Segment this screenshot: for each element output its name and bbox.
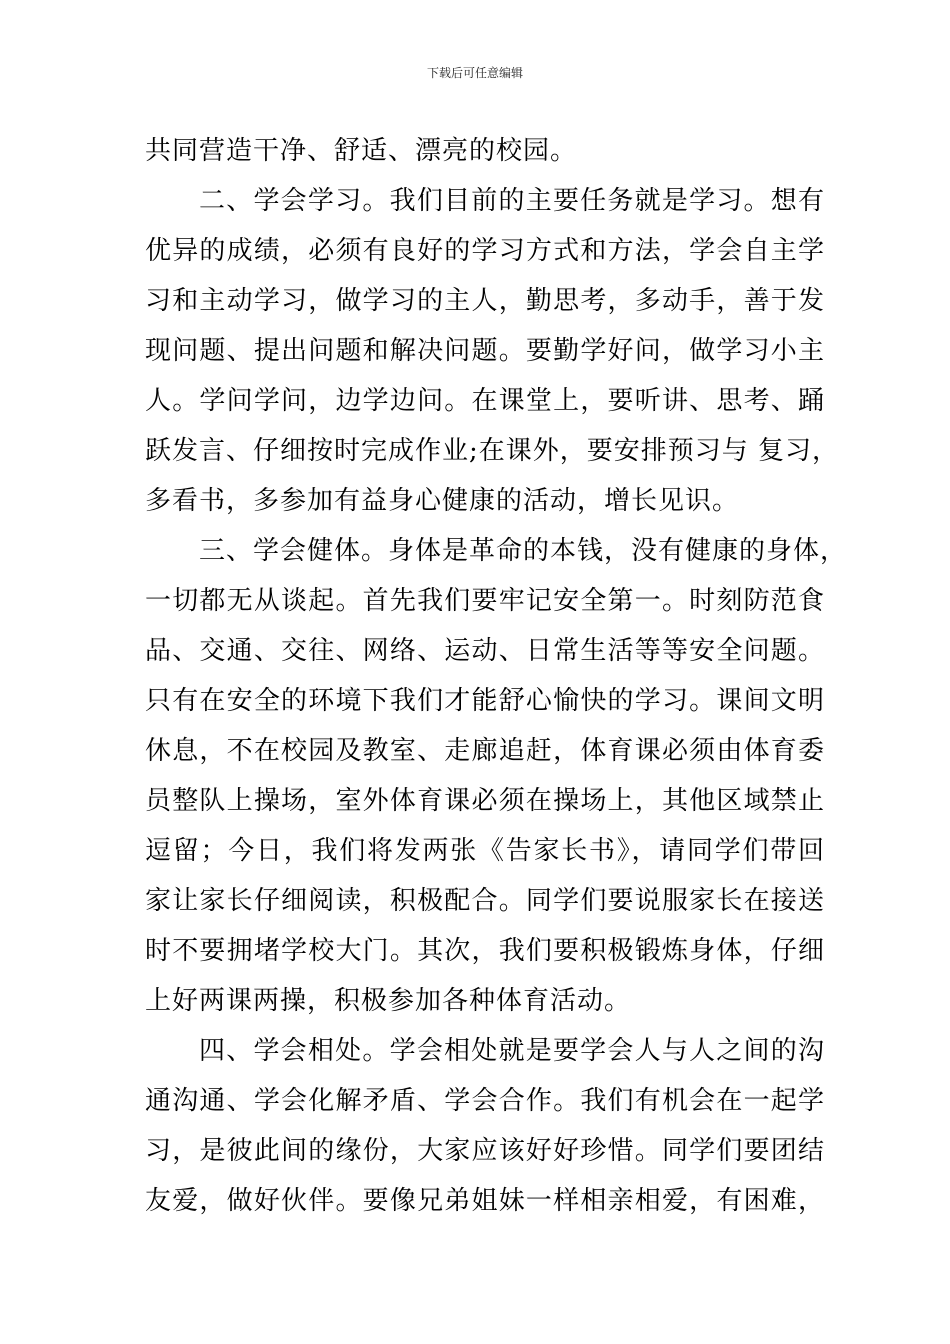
text-line: 休息，不在校园及教室、走廊追赶，体育课必须由体育委 <box>145 736 825 766</box>
text-line: 多看书，多参加有益身心健康的活动，增长见识。 <box>145 486 740 516</box>
paragraph-start-line: 三、学会健体。身体是革命的本钱，没有健康的身体， <box>199 536 848 566</box>
page-header: 下载后可任意编辑 <box>426 66 523 80</box>
text-line: 只有在安全的环境下我们才能舒心愉快的学习。课间文明 <box>145 686 825 716</box>
text-line: 家让家长仔细阅读，积极配合。同学们要说服家长在接送 <box>145 886 825 916</box>
text-line: 人。学问学问，边学边问。在课堂上，要听讲、思考、踊 <box>145 386 825 416</box>
text-line: 习，是彼此间的缘份，大家应该好好珍惜。同学们要团结 <box>145 1136 825 1166</box>
text-line: 逗留；今日，我们将发两张《告家长书》，请同学们带回 <box>145 836 825 866</box>
text-line: 员整队上操场，室外体育课必须在操场上，其他区域禁止 <box>145 786 825 816</box>
text-line: 时不要拥堵学校大门。其次，我们要积极锻炼身体，仔细 <box>145 936 825 966</box>
document-body <box>145 126 848 1226</box>
text-line: 习和主动学习，做学习的主人，勤思考，多动手，善于发 <box>145 286 825 316</box>
paragraph-start-line: 二、学会学习。我们目前的主要任务就是学习。想有 <box>199 186 825 216</box>
text-line: 友爱，做好伙伴。要像兄弟姐妹一样相亲相爱，有困难， <box>145 1186 825 1216</box>
text-line: 跃发言、仔细按时完成作业;在课外，要安排预习与 复习， <box>145 436 840 466</box>
text-line: 通沟通、学会化解矛盾、学会合作。我们有机会在一起学 <box>145 1086 825 1116</box>
text-line: 品、交通、交往、网络、运动、日常生活等等安全问题。 <box>145 636 825 666</box>
text-line: 优异的成绩，必须有良好的学习方式和方法，学会自主学 <box>145 236 825 266</box>
text-line: 共同营造干净、舒适、漂亮的校园。 <box>145 136 578 166</box>
paragraph-start-line: 四、学会相处。学会相处就是要学会人与人之间的沟 <box>199 1036 825 1066</box>
text-line: 一切都无从谈起。首先我们要牢记安全第一。时刻防范食 <box>145 586 825 616</box>
text-line: 上好两课两操，积极参加各种体育活动。 <box>145 986 632 1016</box>
text-line: 现问题、提出问题和解决问题。要勤学好问，做学习小主 <box>145 336 825 366</box>
